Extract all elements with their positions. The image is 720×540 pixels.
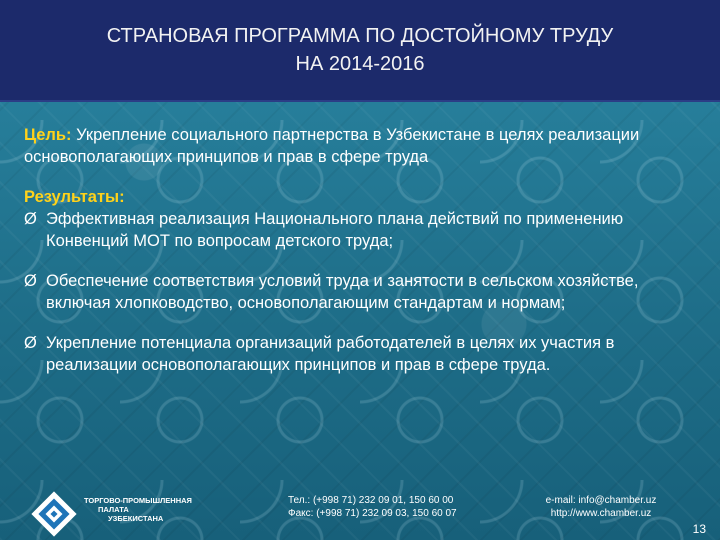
title-line-2: НА 2014-2016 xyxy=(295,53,425,75)
chamber-logo-icon xyxy=(28,488,80,540)
logo-line-2: ПАЛАТА xyxy=(98,505,129,514)
result-item-text: Эффективная реализация Национального плана действий по применению Конвенций МОТ по вопросам детского труда; xyxy=(46,210,624,250)
slide-title xyxy=(20,22,700,78)
title-line-1: СТРАНОВАЯ ПРОГРАММА ПО ДОСТОЙНОМУ ТРУДУ xyxy=(106,25,614,47)
goal-label: Цель: xyxy=(24,126,72,144)
result-item xyxy=(24,332,696,376)
goal-paragraph xyxy=(24,124,696,168)
result-item-text: Укрепление потенциала организаций работодателей в целях их участия в реализации основополагающих принципов и прав в сфере труда. xyxy=(46,334,615,374)
result-item-text: Обеспечение соответствия условий труда и занятости в сельском хозяйстве, включая хлопководство, основополагающим стандартам и нормам; xyxy=(46,272,639,312)
logo-line-3: УЗБЕКИСТАНА xyxy=(108,514,164,523)
website-link[interactable]: http://www.chamber.uz xyxy=(550,508,652,519)
result-item xyxy=(24,208,696,252)
phone-text: Тел.: (+998 71) 232 09 01, 150 60 00 xyxy=(288,495,454,506)
email-link[interactable]: e-mail: info@chamber.uz xyxy=(545,495,657,506)
page-number: 13 xyxy=(692,522,706,536)
arrow-bullet-icon: Ø xyxy=(24,210,37,228)
results-label: Результаты: xyxy=(24,188,125,206)
logo-text xyxy=(84,496,192,523)
goal-text: Укрепление социального партнерства в Узбекистане в целях реализации основополагающих принципов и прав в сфере труда xyxy=(24,126,640,166)
result-item xyxy=(24,270,696,314)
header-bar xyxy=(0,0,720,102)
fax-text: Факс: (+998 71) 232 09 03, 150 60 07 xyxy=(288,508,457,519)
arrow-bullet-icon: Ø xyxy=(24,272,37,290)
content xyxy=(24,124,696,394)
contact-phones xyxy=(288,494,457,520)
logo-line-1: ТОРГОВО-ПРОМЫШЛЕННАЯ xyxy=(84,496,192,505)
contact-web xyxy=(536,494,666,520)
arrow-bullet-icon: Ø xyxy=(24,334,37,352)
